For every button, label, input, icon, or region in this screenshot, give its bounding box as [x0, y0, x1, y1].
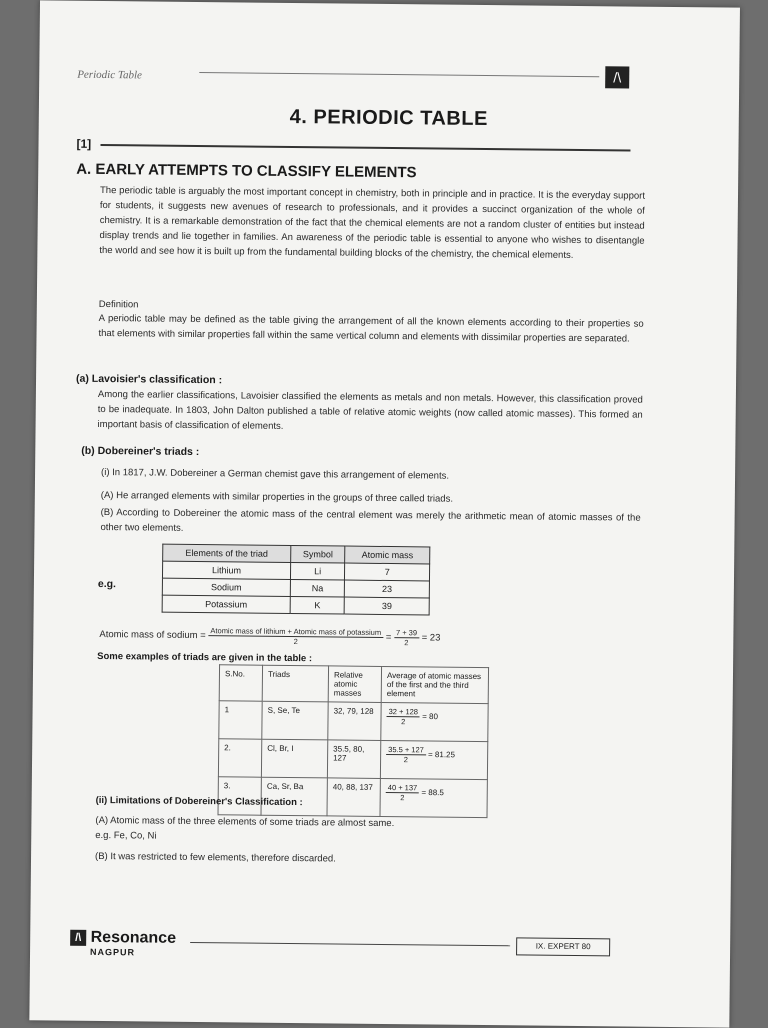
examples-triad: Cl, Br, I	[261, 739, 327, 778]
eg-label: e.g.	[97, 577, 117, 591]
section-number: [1]	[76, 136, 92, 151]
examples-header-triads: Triads	[262, 665, 328, 702]
avg-den: 2	[401, 717, 406, 727]
page-sheet	[29, 0, 740, 1027]
examples-triad: S, Se, Te	[262, 701, 328, 740]
table-row	[162, 595, 429, 615]
intro-paragraph: The periodic table is arguably the most important concept in chemistry, both in principle and in practice. It is the everyday support for students, it suggests new avenues of research to professionals, and it provides a succinct organization of the whole of chemistry. It is a remarkable demonstration of the fact that the chemical elements are not a random cluster of entities but instead display trends and lie together in families. An awareness of the periodic table is essential to anyone who wishes to disentangle the world and see how it is built up from the fundamental building blocks of the chemistry, the chemical elements.	[99, 184, 646, 261]
formula-fraction-1	[208, 626, 383, 647]
limitation-A: (A) Atomic mass of the three elements of some triads are almost same.	[95, 814, 395, 830]
limitations-heading: (ii) Limitations of Dobereiner's Classification :	[95, 794, 303, 809]
triad-symbol: Na	[290, 579, 345, 597]
footer-brand: Resonance	[90, 928, 177, 947]
triad-header-mass: Atomic mass	[345, 546, 430, 564]
triad-element: Sodium	[162, 578, 290, 596]
footer-rule	[190, 942, 510, 946]
resonance-logo-icon: /\	[70, 929, 86, 945]
examples-masses: 32, 79, 128	[328, 702, 381, 741]
triad-header-elements: Elements of the triad	[163, 544, 291, 562]
section-a-heading: A. EARLY ATTEMPTS TO CLASSIFY ELEMENTS	[76, 160, 417, 182]
examples-heading: Some examples of triads are given in the table :	[97, 650, 313, 665]
avg-den: 2	[400, 793, 405, 803]
header-rule	[199, 72, 599, 77]
formula-num-2: 7 + 39	[394, 628, 419, 638]
triad-element: Potassium	[162, 595, 290, 613]
avg-result: = 88.5	[421, 787, 444, 798]
examples-sno: 1	[219, 701, 262, 739]
formula-den-1: 2	[293, 637, 298, 647]
avg-result: = 80	[422, 711, 439, 722]
examples-sno: 2.	[218, 739, 261, 777]
triad-mass: 7	[345, 563, 430, 581]
examples-average	[380, 778, 487, 817]
running-title: Periodic Table	[77, 68, 142, 82]
formula-lhs: Atomic mass of sodium =	[99, 629, 206, 642]
avg-den: 2	[403, 755, 409, 765]
dobereiner-heading: (b) Dobereiner's triads :	[81, 444, 200, 459]
definition-label: Definition	[98, 298, 139, 311]
examples-sno: 3.	[218, 777, 261, 815]
footer-code-box: IX. EXPERT 80	[516, 937, 610, 956]
chapter-title: 4. PERIODIC TABLE	[289, 105, 488, 131]
examples-masses: 35.5, 80, 127	[327, 740, 380, 779]
formula-den-2: 2	[404, 638, 409, 648]
triad-element: Lithium	[162, 561, 290, 579]
dobereiner-item-i: (i) In 1817, J.W. Dobereiner a German chemist gave this arrangement of elements.	[101, 467, 450, 482]
avg-num: 35.5 + 127	[386, 745, 426, 755]
triad-mass: 39	[345, 597, 430, 615]
triad-header-symbol: Symbol	[291, 545, 346, 563]
dobereiner-item-A: (A) He arranged elements with similar properties in the groups of three called triads.	[100, 489, 454, 505]
definition-paragraph: A periodic table may be defined as the table giving the arrangement of all the known elements according to their properties so that elements with similar properties fall within the same vertical column and elements with dissimilar properties are separated.	[98, 312, 644, 345]
triad-symbol: Li	[290, 562, 345, 580]
footer-brand-logo	[70, 929, 176, 948]
avg-num: 32 + 128	[387, 707, 421, 717]
sodium-formula: Atomic mass of sodium = $\frac{\text{Atomic mass of lithium + Atomic mass of potassium}}{2}$ = $\frac{7 + 39}{2}$ = 23	[99, 626, 441, 648]
table-row	[218, 739, 487, 780]
examples-masses: 40, 88, 137	[327, 778, 380, 817]
lavoisier-heading: (a) Lavoisier's classification :	[75, 372, 223, 387]
table-row	[219, 701, 488, 742]
triad-mass: 23	[345, 580, 430, 598]
lavoisier-paragraph: Among the earlier classifications, Lavoisier classified the elements as metals and non metals. However, this classification proved to be inadequate. In 1803, John Dalton published a table of relative atomic weights (now called atomic masses). This formed an important basis of classification of elements.	[97, 388, 643, 432]
examples-header-average: Average of atomic masses of the first and the third element	[381, 666, 488, 703]
formula-result: = 23	[421, 632, 441, 644]
triad-table	[162, 544, 431, 616]
examples-header-masses: Relative atomic masses	[328, 666, 381, 703]
examples-header-row	[219, 665, 488, 704]
examples-header-sno: S.No.	[219, 665, 262, 701]
footer-brand-sub: NAGPUR	[90, 946, 136, 958]
limitation-A-example: e.g. Fe, Co, Ni	[95, 829, 157, 842]
limitation-B: (B) It was restricted to few elements, therefore discarded.	[94, 850, 336, 865]
formula-num-1: Atomic mass of lithium + Atomic mass of potassium	[208, 626, 383, 638]
examples-average	[381, 702, 488, 741]
examples-table	[217, 664, 489, 818]
examples-triad: Ca, Sr, Ba	[261, 777, 327, 816]
avg-result: = 81.25	[428, 750, 456, 760]
avg-num: 40 + 137	[386, 783, 420, 793]
publisher-logo-icon: /\	[605, 66, 629, 88]
triad-symbol: K	[290, 596, 345, 614]
dobereiner-item-B: (B) According to Dobereiner the atomic mass of the central element was merely the arithmetic mean of atomic masses of the other two elements.	[100, 506, 641, 534]
examples-average	[380, 740, 487, 779]
section-rule	[100, 144, 630, 152]
formula-fraction-2	[394, 628, 419, 647]
